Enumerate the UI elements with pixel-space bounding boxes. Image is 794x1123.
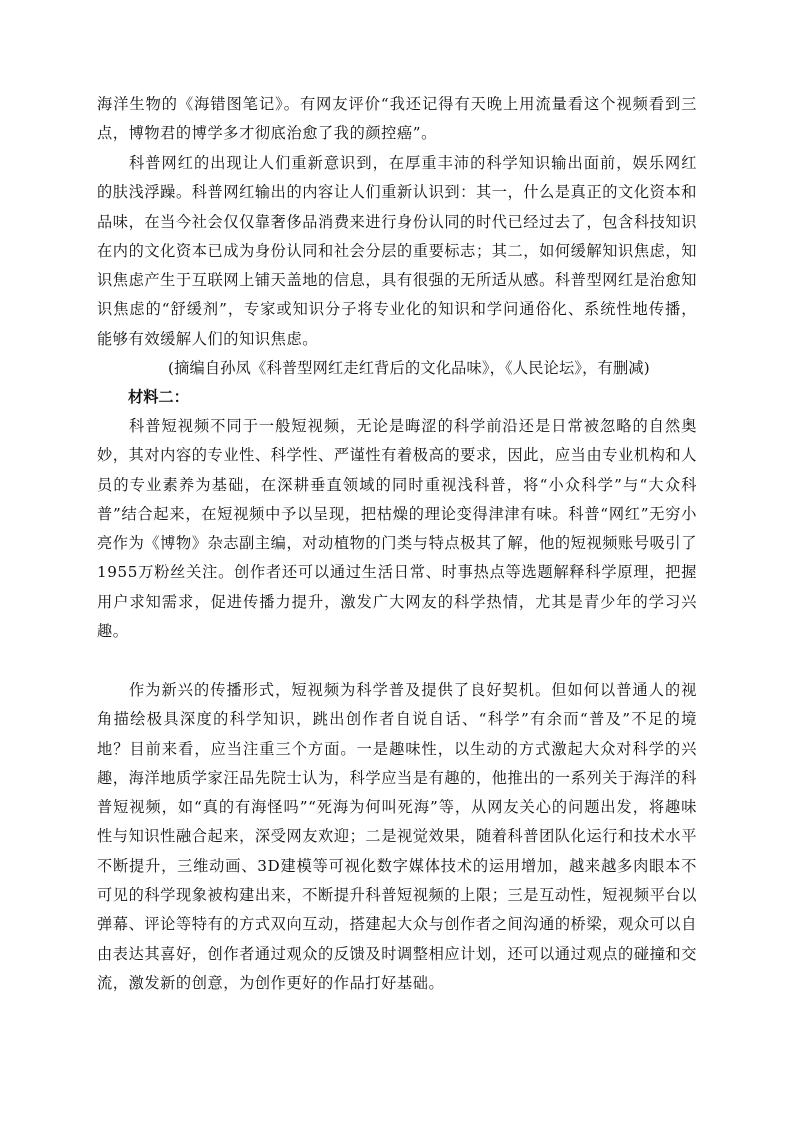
paragraph-block-1 — [97, 149, 697, 354]
body-paragraph-3: 作为新兴的传播形式，短视频为科学普及提供了良好契机。但如何以普通人的视角描绘极具深度的科学知识，跳出创作者自说自话、“科学”有余而“普及”不足的境地？目前来看，应当注重三个方面。一是趣味性，以生动的方式激起大众对科学的兴趣，海洋地质学家汪品先院士认为，科学应当是有趣的，他推出的一系列关于海洋的科普短视频，如“真的有海怪吗”“死海为何叫死海”等，从网友关心的问题出发，将趣味性与知识性融合起来，深受网友欢迎；二是视觉效果，随着科普团队化运行和技术水平不断提升，三维动画、3D建模等可视化数字媒体技术的运用增加，越来越多肉眼本不可见的科学现象被构建出来，不断提升科普短视频的上限；三是互动性，短视频平台以弹幕、评论等特有的方式双向互动，搭建起大众与创作者之间沟通的桥梁，观众可以自由表达其喜好，创作者通过观众的反馈及时调整相应计划，还可以通过观点的碰撞和交流，激发新的创意，为创作更好的作品打好基础。 — [97, 681, 697, 992]
body-paragraph-2: 科普短视频不同于一般短视频，无论是晦涩的科学前沿还是日常被忽略的自然奥妙，其对内容的专业性、科学性、严谨性有着极高的要求，因此，应当由专业机构和人员的专业素养为基础，在深耕垂直领域的同时重视浅科普，将“小众科学”与“大众科普”结合起来，在短视频中予以呈现，把枯燥的理论变得津津有味。科普“网红”无穷小亮作为《博物》杂志副主编，对动植物的门类与特点极其了解，他的短视频账号吸引了1955万粉丝关注。创作者还可以通过生活日常、时事热点等选题解释科学原理，把握用户求知需求，促进传播力提升，激发广大网友的科学热情，尤其是青少年的学习兴趣。 — [97, 417, 697, 641]
source-citation: (摘编自孙凤《科普型网红走红背后的文化品味》，《人民论坛》，有删减) — [168, 359, 650, 377]
material-two-heading: 材料二： — [128, 388, 189, 406]
intro-paragraph: 海洋生物的《海错图笔记》。有网友评价“我还记得有天晚上用流量看这个视频看到三点，博物君的博学多才彻底治愈了我的颜控癌”。 — [97, 95, 697, 143]
intro-block — [97, 90, 697, 149]
paragraph-block-2 — [97, 412, 697, 646]
body-paragraph-1: 科普网红的出现让人们重新意识到，在厚重丰沛的科学知识输出面前，娱乐网红的肤浅浮躁。科普网红输出的内容让人们重新认识到：其一，什么是真正的文化资本和品味，在当今社会仅仅靠奢侈品消费来进行身份认同的时代已经过去了，包含科技知识在内的文化资本已成为身份认同和社会分层的重要标志；其二，如何缓解知识焦虑，知识焦虑产生于互联网上铺天盖地的信息，具有很强的无所适从感。科普型网红是治愈知识焦虑的“舒缓剂”，专家或知识分子将专业化的知识和学问通俗化、系统性地传播，能够有效缓解人们的知识焦虑。 — [97, 154, 697, 348]
paragraph-block-3 — [97, 676, 697, 998]
